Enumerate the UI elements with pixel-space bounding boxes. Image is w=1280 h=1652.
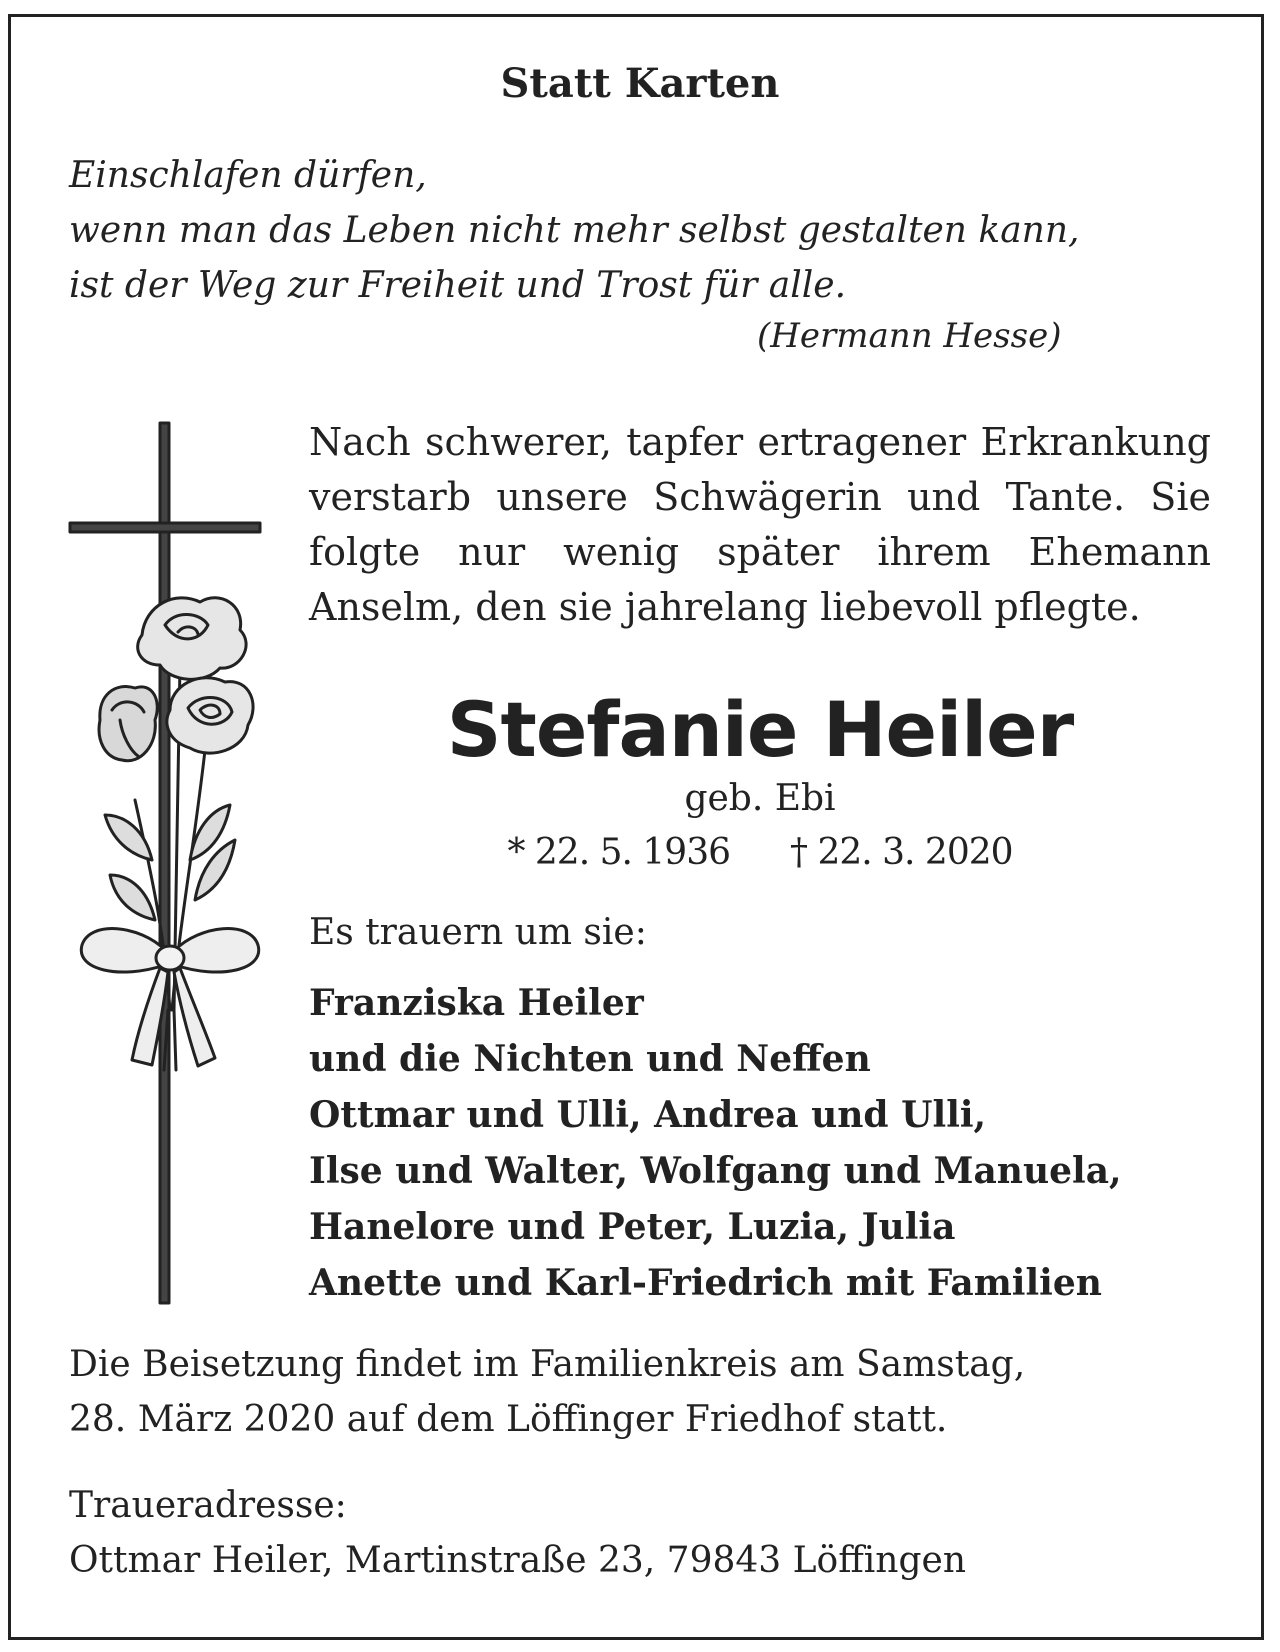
burial-line-2: 28. März 2020 auf dem Löffinger Friedhof statt. — [69, 1399, 948, 1440]
quote-line-1: Einschlafen dürfen, — [69, 155, 427, 196]
quote-line-3: ist der Weg zur Freiheit und Trost für alle. — [69, 265, 847, 306]
intro-line-2: verstarb unsere Schwägerin und Tante. Sie — [309, 475, 1211, 519]
mourner-line: Hanelore und Peter, Luzia, Julia — [309, 1206, 956, 1248]
mourners-list — [309, 975, 1122, 1311]
death-date: † 22. 3. 2020 — [790, 832, 1013, 873]
intro-line-3: folgte nur wenig später ihrem Ehemann — [309, 530, 1211, 574]
mourner-line: Ilse und Walter, Wolfgang und Manuela, — [309, 1150, 1122, 1192]
maiden-name: geb. Ebi — [684, 778, 836, 819]
address-line: Ottmar Heiler, Martinstraße 23, 79843 Löffingen — [69, 1540, 967, 1581]
burial-line-1: Die Beisetzung findet im Familienkreis am Samstag, — [69, 1344, 1026, 1385]
intro-line-1: Nach schwerer, tapfer ertragener Erkrankung — [309, 420, 1211, 464]
birth-date: * 22. 5. 1936 — [507, 832, 730, 873]
mourners-label: Es trauern um sie: — [309, 912, 647, 953]
deceased-name: Stefanie Heiler — [446, 685, 1074, 774]
cross-with-roses-icon — [60, 420, 280, 1305]
address-label: Traueradresse: — [69, 1485, 347, 1526]
burial-notice — [69, 1337, 1025, 1447]
mourner-line: Franziska Heiler — [309, 982, 644, 1024]
intro-paragraph — [309, 415, 1211, 635]
life-dates — [309, 832, 1211, 873]
mourning-address — [69, 1478, 966, 1588]
mourner-line: Anette und Karl-Friedrich mit Familien — [309, 1262, 1102, 1304]
mourner-line: Ottmar und Ulli, Andrea und Ulli, — [309, 1094, 987, 1136]
intro-line-4: Anselm, den sie jahrelang liebevoll pflegte. — [309, 585, 1141, 629]
quote-author: (Hermann Hesse) — [757, 316, 1062, 356]
mourner-line: und die Nichten und Neffen — [309, 1038, 871, 1080]
quote-line-2: wenn man das Leben nicht mehr selbst gestalten kann, — [69, 210, 1080, 251]
notice-header: Statt Karten — [500, 60, 780, 107]
